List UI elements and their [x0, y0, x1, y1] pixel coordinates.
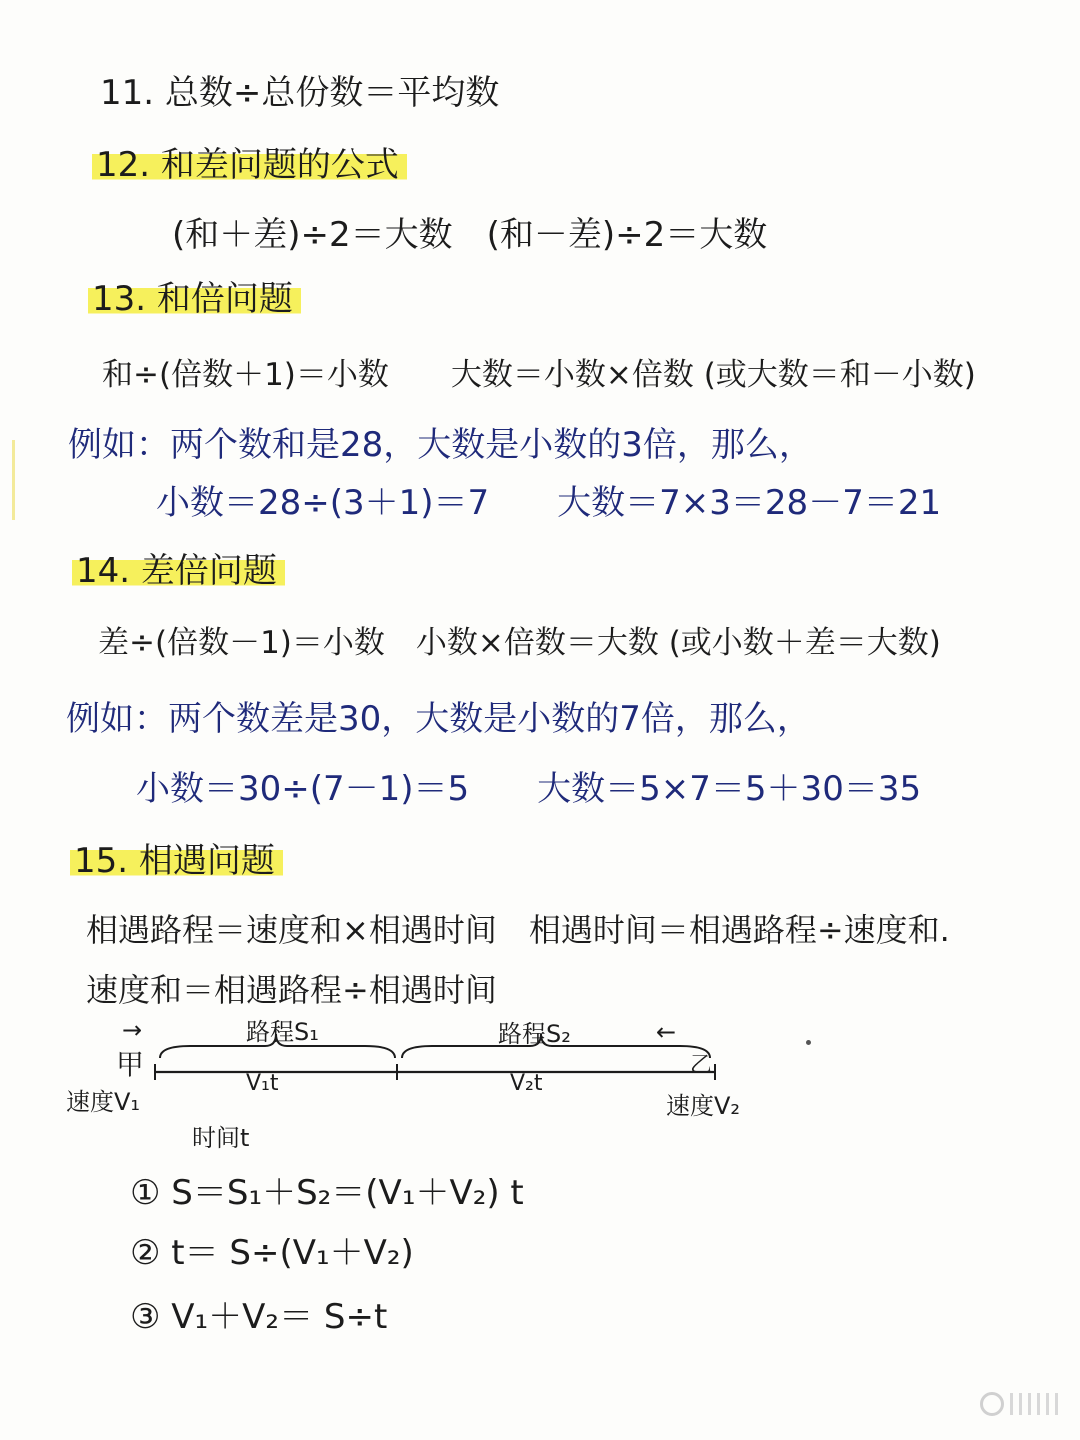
- formula-12: (和＋差)÷2＝大数 (和－差)÷2＝大数: [172, 215, 768, 255]
- v2t-label: V₂t: [510, 1071, 543, 1096]
- meeting-diagram: [60, 1010, 780, 1170]
- meeting-formula-3: ③ V₁＋V₂＝ S÷t: [130, 1297, 388, 1337]
- example-13-statement: 例如：两个数和是28，大数是小数的3倍，那么，: [68, 425, 813, 465]
- heading-15: 15. 相遇问题: [70, 844, 283, 878]
- speed-v1-label: 速度V₁: [66, 1088, 141, 1116]
- example-14-statement: 例如：两个数差是30，大数是小数的7倍，那么，: [66, 699, 811, 739]
- formula-15-a: 相遇路程＝速度和×相遇时间 相遇时间＝相遇路程÷速度和.: [86, 911, 950, 949]
- heading-13: 13. 和倍问题: [88, 282, 301, 316]
- formula-11: 11. 总数÷总份数＝平均数: [100, 73, 500, 113]
- jia-label: 甲: [116, 1048, 145, 1081]
- watermark: [980, 1390, 1058, 1418]
- page-edge-mark: [12, 440, 15, 520]
- formula-15-b: 速度和＝相遇路程÷相遇时间: [86, 971, 497, 1009]
- s1-label: 路程S₁: [246, 1018, 319, 1046]
- example-13-solution: 小数＝28÷(3＋1)＝7 大数＝7×3＝28－7＝21: [156, 483, 942, 523]
- arrow-right-icon: →: [122, 1016, 143, 1044]
- speed-v2-label: 速度V₂: [666, 1092, 741, 1120]
- watermark-circle-icon: [980, 1392, 1004, 1416]
- arrow-left-icon: ←: [656, 1018, 677, 1046]
- example-14-solution: 小数＝30÷(7－1)＝5 大数＝5×7＝5＋30＝35: [136, 769, 922, 809]
- time-label: 时间t: [192, 1124, 250, 1152]
- v1t-label: V₁t: [246, 1071, 279, 1096]
- meeting-formula-2: ② t＝ S÷(V₁＋V₂): [130, 1233, 414, 1273]
- yi-label: 乙: [690, 1053, 713, 1078]
- formula-14: 差÷(倍数－1)＝小数 小数×倍数＝大数 (或小数＋差＝大数): [98, 625, 941, 661]
- ink-dot: [806, 1040, 811, 1045]
- meeting-formula-1: ① S＝S₁＋S₂＝(V₁＋V₂) t: [130, 1173, 524, 1213]
- heading-12: 12. 和差问题的公式: [92, 148, 407, 182]
- s2-label: 路程S₂: [498, 1020, 571, 1048]
- heading-14: 14. 差倍问题: [72, 554, 285, 588]
- formula-13: 和÷(倍数＋1)＝小数 大数＝小数×倍数 (或大数＝和－小数): [102, 357, 976, 393]
